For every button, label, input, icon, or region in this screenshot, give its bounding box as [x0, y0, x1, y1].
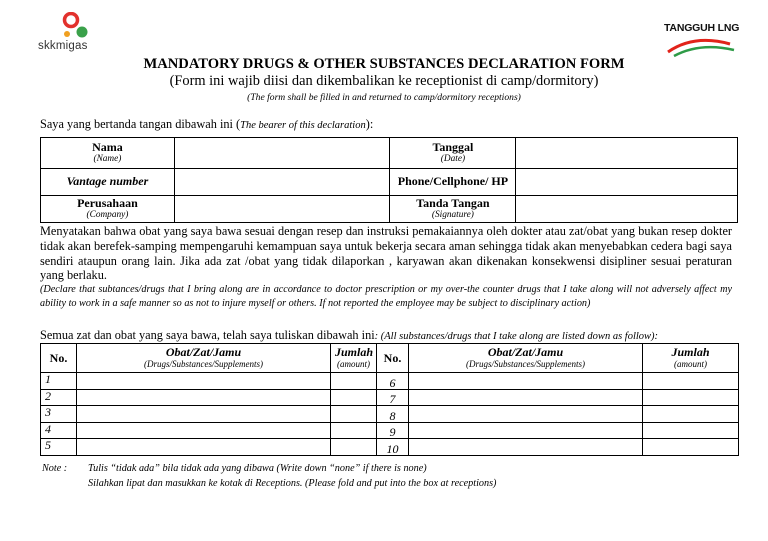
- row-number-left: 3: [41, 406, 77, 423]
- header-amount-right: Jumlah (amount): [643, 344, 739, 373]
- row-number-right: 6: [377, 373, 409, 390]
- name-label-cell: [41, 138, 175, 169]
- vantage-number-field[interactable]: [174, 169, 390, 196]
- row-number-right: 7: [377, 389, 409, 406]
- amount-field-right[interactable]: [643, 389, 739, 406]
- drug-field-left[interactable]: [77, 389, 331, 406]
- skkmigas-logo-text: skkmigas: [38, 40, 88, 52]
- company-label: Perusahaan: [77, 196, 138, 211]
- amount-field-right[interactable]: [643, 422, 739, 439]
- header-amount-left: Jumlah (amount): [331, 344, 377, 373]
- name-field[interactable]: [174, 138, 390, 169]
- signature-label-cell: [390, 196, 516, 223]
- phone-label-cell: [390, 169, 516, 196]
- declaration-text-english: (Declare that subtances/drugs that I bring along are in accordance to doctor prescription or my over-the counter drugs that I take along will not adversely affect my ability to work in a safe manner so as not to injure myself or others. If not reported the employee may be subject to disciplinary action): [40, 284, 732, 309]
- drug-field-left[interactable]: [77, 373, 331, 390]
- drug-field-left[interactable]: [77, 439, 331, 456]
- vantage-label-cell: [41, 169, 175, 196]
- phone-field[interactable]: [516, 169, 738, 196]
- amount-field-left[interactable]: [331, 373, 377, 390]
- table-row: [41, 439, 739, 456]
- company-label-cell: [41, 196, 175, 223]
- row-number-left: 2: [41, 389, 77, 406]
- signature-label: Tanda Tangan: [416, 196, 490, 211]
- substances-table: [40, 343, 739, 456]
- row-number-left: 1: [41, 373, 77, 390]
- signature-label-english: (Signature): [431, 210, 474, 221]
- substances-list-intro: [40, 328, 658, 343]
- tangguh-lng-logo: [664, 22, 740, 60]
- note-line-1: Tulis “tidak ada” bila tidak ada yang dibawa (Write down “none” if there is none): [88, 463, 427, 474]
- amount-field-right[interactable]: [643, 406, 739, 423]
- header-no-left: No.: [41, 344, 77, 373]
- tangguh-logo-text: TANGGUH LNG: [664, 22, 740, 34]
- skkmigas-mark-icon: [58, 12, 92, 42]
- amount-field-left[interactable]: [331, 422, 377, 439]
- date-label-english: (Date): [440, 154, 466, 165]
- declaration-text: Menyatakan bahwa obat yang saya bawa sesuai dengan resep dan instruksi pemakaiannya oleh dokter atau zat/obat yang bukan resep dokter tidak akan berefek-samping mempengaruhi kemampuan saya untuk bekerja secara aman sehingga tidak akan menyebabkan cedera bagi saya sendiri ataupun orang lain. Jika ada zat /obat yang tidak dilaporkan , karyawan akan dikenakan konsekwensi disipliner sesuai peraturan yang berlaku.: [40, 224, 732, 283]
- tangguh-swoosh-icon: [664, 32, 736, 58]
- list-intro-text: Semua zat dan obat yang saya bawa, telah saya tuliskan dibawah ini: [40, 328, 375, 342]
- amount-field-left[interactable]: [331, 389, 377, 406]
- date-label: Tanggal: [432, 140, 474, 155]
- header-drug-right: Obat/Zat/Jamu (Drugs/Substances/Supplements): [409, 344, 643, 373]
- signature-field[interactable]: [516, 196, 738, 223]
- phone-label: Phone/Cellphone/ HP: [397, 174, 509, 189]
- drug-field-left[interactable]: [77, 406, 331, 423]
- date-field[interactable]: [516, 138, 738, 169]
- amount-field-right[interactable]: [643, 439, 739, 456]
- amount-field-left[interactable]: [331, 406, 377, 423]
- header-drug-left: Obat/Zat/Jamu (Drugs/Substances/Supplements): [77, 344, 331, 373]
- company-field[interactable]: [174, 196, 390, 223]
- header-no-right: No.: [377, 344, 409, 373]
- name-label: Nama: [92, 140, 123, 155]
- note-label: Note :: [42, 463, 68, 474]
- table-row: [41, 373, 739, 390]
- drug-field-left[interactable]: [77, 422, 331, 439]
- drug-field-right[interactable]: [409, 389, 643, 406]
- name-label-english: (Name): [93, 154, 122, 165]
- drug-field-right[interactable]: [409, 422, 643, 439]
- row-number-right: 9: [377, 422, 409, 439]
- substances-table-header: [41, 344, 739, 373]
- row-number-right: 10: [377, 439, 409, 456]
- date-label-cell: [390, 138, 516, 169]
- bearer-text-english: The bearer of this declaration: [240, 120, 366, 131]
- list-intro-text-english: : (All substances/drugs that I take along are listed down as follow):: [374, 331, 659, 342]
- table-row: [41, 406, 739, 423]
- bearer-close: ):: [365, 117, 374, 131]
- note-line-2: Silahkan lipat dan masukkan ke kotak di Receptions. (Please fold and put into the box at receptions): [88, 478, 497, 489]
- table-row: [41, 422, 739, 439]
- bearer-statement: [40, 117, 373, 132]
- row-number-left: 4: [41, 422, 77, 439]
- drug-field-right[interactable]: [409, 373, 643, 390]
- company-label-english: (Company): [86, 210, 129, 221]
- table-row: [41, 389, 739, 406]
- skkmigas-logo: [38, 12, 108, 56]
- amount-field-right[interactable]: [643, 373, 739, 390]
- amount-field-left[interactable]: [331, 439, 377, 456]
- form-subtitle-english: (The form shall be filled in and returned to camp/dormitory receptions): [247, 92, 521, 103]
- form-subtitle: (Form ini wajib diisi dan dikembalikan ke receptionist di camp/dormitory): [169, 73, 599, 89]
- drug-field-right[interactable]: [409, 406, 643, 423]
- bearer-text: Saya yang bertanda tangan dibawah ini (: [40, 117, 241, 131]
- form-title: MANDATORY DRUGS & OTHER SUBSTANCES DECLARATION FORM: [143, 56, 625, 72]
- row-number-left: 5: [41, 439, 77, 456]
- identity-table: [40, 137, 738, 223]
- vantage-number-label: Vantage number: [66, 174, 149, 189]
- drug-field-right[interactable]: [409, 439, 643, 456]
- row-number-right: 8: [377, 406, 409, 423]
